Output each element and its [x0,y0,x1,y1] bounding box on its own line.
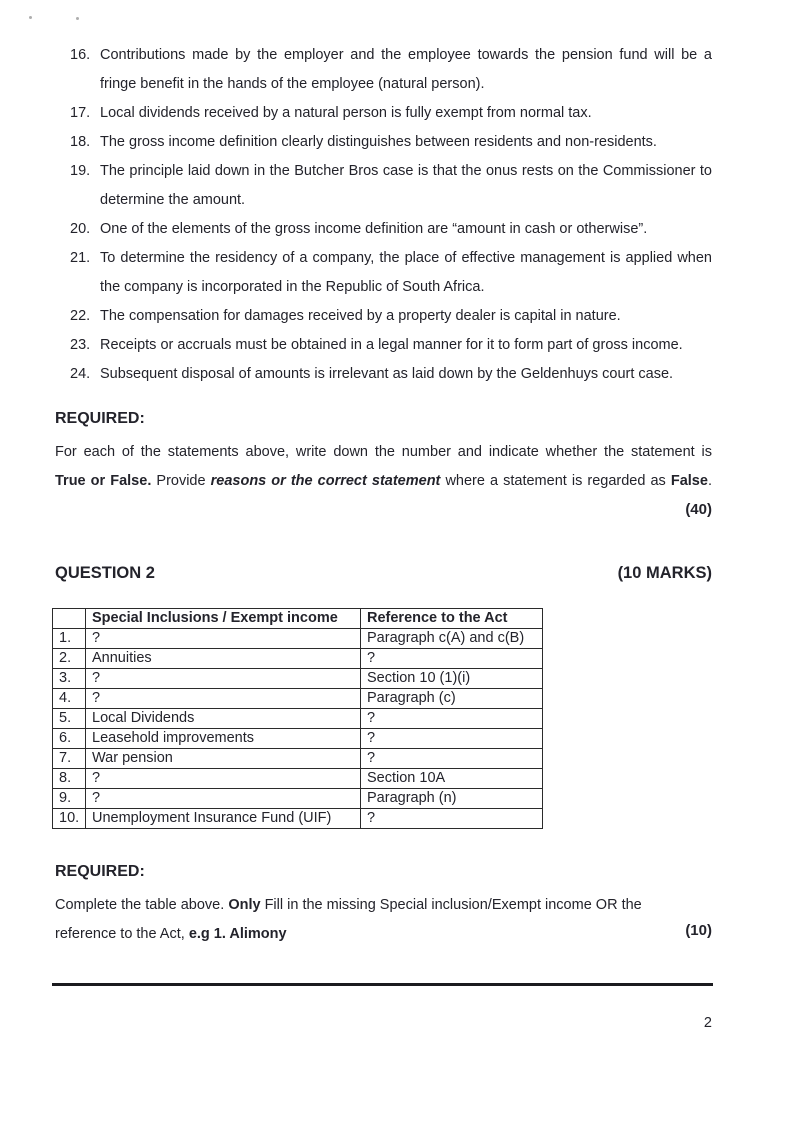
statement-number: 16. [70,47,91,63]
statement-text [100,41,712,99]
cell-reference: ? [361,749,543,769]
paragraph-line [55,467,712,496]
header-reference: Reference to the Act [361,609,543,629]
text-segment: Complete the table above. [55,897,229,913]
cell-reference: Section 10A [361,769,543,789]
cell-reference: ? [361,649,543,669]
cell-special-inclusion: Local Dividends [86,709,361,729]
statement-item [70,157,712,215]
table-row [53,749,543,769]
text-segment: reference to the Act, [55,926,189,942]
cell-reference: Paragraph (n) [361,789,543,809]
statement-item [70,244,712,302]
paragraph-line [55,891,712,920]
cell-number: 3. [53,669,86,689]
cell-special-inclusion: Leasehold improvements [86,729,361,749]
cell-special-inclusion: War pension [86,749,361,769]
page-divider [52,983,713,986]
statements-list [70,41,712,389]
cell-special-inclusion: ? [86,769,361,789]
cell-number: 8. [53,769,86,789]
statement-number: 23. [70,337,91,353]
statement-item [70,41,712,99]
question2-marks: (10 MARKS) [617,564,712,582]
table-row [53,629,543,649]
header-special-inclusions: Special Inclusions / Exempt income [86,609,361,629]
cell-special-inclusion: ? [86,669,361,689]
text-segment: where a statement is regarded as [440,473,671,489]
text-segment: . [707,473,712,489]
statement-text [100,215,712,244]
text-segment: True or False. [55,473,152,489]
text-line: the company is incorporated in the Republic of South Africa. [100,279,485,295]
cell-number: 10. [53,809,86,829]
paragraph-line [55,920,712,949]
scan-speck [76,17,79,20]
required-body-2 [55,891,712,949]
text-segment: e.g 1. Alimony [188,926,287,942]
statement-number: 20. [70,221,91,237]
text-line: The compensation for damages received by a property dealer is capital in nature. [100,308,621,324]
table-row [53,809,543,829]
text-line: Local dividends received by a natural person is fully exempt from normal tax. [100,105,592,121]
text-line: The principle laid down in the Butcher Bros case is that the onus rests on the Commissioner to [100,163,712,179]
table-row [53,769,543,789]
inclusions-table [52,608,543,829]
statement-item [70,360,712,389]
statement-number: 18. [70,134,91,150]
statement-text [100,302,712,331]
cell-reference: Section 10 (1)(i) [361,669,543,689]
text-segment: For each of the statements above, write down the number and indicate whether the statement is [55,444,712,460]
required-heading-1: REQUIRED: [55,410,145,427]
text-line: determine the amount. [100,192,246,208]
scan-speck [29,16,32,19]
statement-text [100,99,712,128]
statement-number: 24. [70,366,91,382]
table-row [53,789,543,809]
table-row [53,709,543,729]
cell-number: 1. [53,629,86,649]
cell-special-inclusion: Annuities [86,649,361,669]
statement-number: 17. [70,105,91,121]
statement-text [100,360,712,389]
statement-text [100,331,712,360]
statement-text [100,244,712,302]
marks-10: (10) [685,922,712,939]
cell-reference: Paragraph c(A) and c(B) [361,629,543,649]
statement-item [70,128,712,157]
cell-reference: ? [361,809,543,829]
text-line: Contributions made by the employer and the employee towards the pension fund will be a [100,47,712,63]
table-row [53,669,543,689]
table-row [53,649,543,669]
required-body-1 [55,438,712,496]
text-segment: reasons or the correct statement [210,473,441,489]
statement-number: 21. [70,250,91,266]
cell-special-inclusion: ? [86,689,361,709]
header-number [53,609,86,629]
cell-number: 9. [53,789,86,809]
text-segment: False [670,473,708,489]
text-segment: Only [228,897,261,913]
cell-number: 6. [53,729,86,749]
cell-number: 4. [53,689,86,709]
table-row [53,689,543,709]
table-row [53,729,543,749]
statement-item [70,215,712,244]
cell-number: 2. [53,649,86,669]
text-line: To determine the residency of a company, the place of effective management is applied when [100,250,712,266]
cell-reference: ? [361,709,543,729]
text-line: The gross income definition clearly distinguishes between residents and non-residents. [100,134,657,150]
cell-number: 5. [53,709,86,729]
marks-40: (40) [685,501,712,518]
text-segment: Provide [151,473,211,489]
text-segment: Fill in the missing Special inclusion/Exempt income OR the [260,897,642,913]
cell-reference: ? [361,729,543,749]
text-line: Receipts or accruals must be obtained in a legal manner for it to form part of gross income. [100,337,683,353]
required-heading-2: REQUIRED: [55,863,145,880]
statement-number: 22. [70,308,91,324]
text-line: Subsequent disposal of amounts is irrelevant as laid down by the Geldenhuys court case. [100,366,674,382]
cell-special-inclusion: ? [86,789,361,809]
statement-number: 19. [70,163,91,179]
question2-title: QUESTION 2 [55,564,155,582]
cell-number: 7. [53,749,86,769]
cell-special-inclusion: ? [86,629,361,649]
statement-text [100,128,712,157]
text-line: One of the elements of the gross income definition are “amount in cash or otherwise”. [100,221,648,237]
paragraph-line [55,438,712,467]
page-number: 2 [703,1015,712,1031]
question2-header [55,564,712,583]
text-line: fringe benefit in the hands of the employee (natural person). [100,76,485,92]
table-header-row [53,609,543,629]
statement-text [100,157,712,215]
statement-item [70,331,712,360]
statement-item [70,99,712,128]
cell-special-inclusion: Unemployment Insurance Fund (UIF) [86,809,361,829]
statement-item [70,302,712,331]
cell-reference: Paragraph (c) [361,689,543,709]
